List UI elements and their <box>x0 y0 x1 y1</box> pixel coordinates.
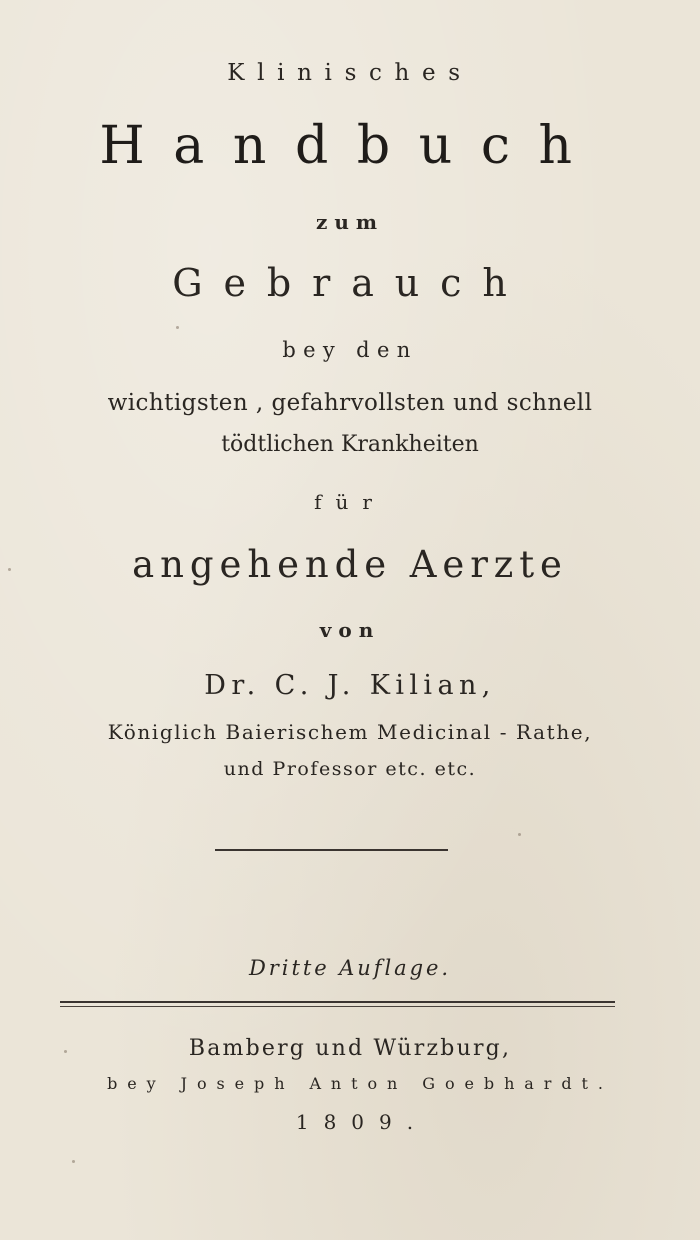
edition-label: Dritte Auflage. <box>249 956 451 980</box>
author-name: Dr. C. J. Kilian, <box>204 670 496 701</box>
paper-speck <box>8 568 11 571</box>
title-line-bey-den: bey den <box>282 338 418 362</box>
paper-speck <box>72 1160 75 1163</box>
author-title-line1: Königlich Baierischem Medicinal - Rathe, <box>107 720 593 744</box>
publication-place: Bamberg und Würzburg, <box>188 1036 512 1061</box>
paper-speck <box>518 833 521 836</box>
title-line-handbuch: Handbuch <box>99 116 601 176</box>
title-line-toedtlichen: tödtlichen Krankheiten <box>221 432 479 457</box>
title-line-angehende-aerzte: angehende Aerzte <box>132 543 568 586</box>
divider-rule-lower-thin <box>60 1006 615 1007</box>
divider-rule-upper <box>215 849 448 851</box>
paper-speck <box>176 326 179 329</box>
title-line-gebrauch: Gebrauch <box>172 261 528 305</box>
title-line-von: von <box>319 618 381 642</box>
title-line-wichtigsten: wichtigsten , gefahrvollsten und schnell <box>107 390 593 416</box>
paper-speck <box>64 1050 67 1053</box>
author-title-line2: und Professor etc. etc. <box>223 758 477 780</box>
title-line-klinisches: Klinisches <box>227 60 473 86</box>
title-line-zum: zum <box>315 210 385 234</box>
publisher-line: bey Joseph Anton Goebhardt. <box>107 1074 613 1093</box>
divider-rule-lower <box>60 1001 615 1003</box>
title-line-fuer: für <box>314 490 386 514</box>
publication-year: 1809. <box>295 1110 429 1134</box>
